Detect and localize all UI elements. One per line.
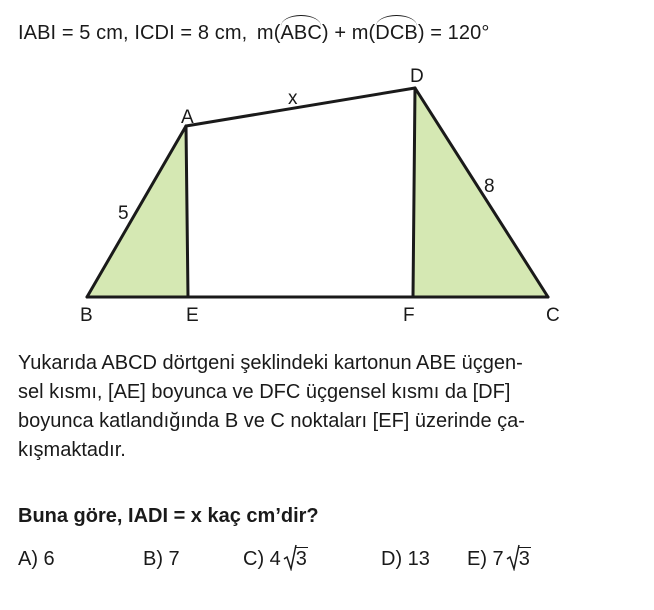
- choice-e[interactable]: [467, 548, 531, 571]
- choice-d[interactable]: [381, 548, 430, 571]
- given-sum: = 120°: [430, 22, 490, 44]
- label-f: F: [403, 305, 415, 326]
- choice-a[interactable]: [18, 548, 55, 571]
- sqrt-sign-2: [506, 548, 531, 571]
- given-line: IABI = 5 cm, ICDI = 8 cm, m(ABC) + m(DCB) = 120°: [18, 22, 490, 44]
- problem-text: Yukarıda ABCD dörtgeni şeklindeki kartonun ABE üçgen- sel kısmı, [AE] boyunca ve DFC üçgensel kısmı da [DF] boyunca katlandığında B ve C noktaları [EF] üzerinde ça- kışmaktadır.: [18, 352, 525, 461]
- label-d: D: [410, 66, 424, 87]
- label-e: E: [186, 305, 199, 326]
- choice-e-label: E) 7: [467, 548, 504, 570]
- label-a: A: [181, 107, 194, 128]
- label-c: C: [546, 305, 560, 326]
- label-b: B: [80, 305, 93, 326]
- angle-abc: ABC: [280, 22, 322, 44]
- choice-b-label: B) 7: [143, 548, 180, 570]
- length-ab: 5: [118, 203, 129, 224]
- segment-ad: [186, 88, 415, 126]
- sqrt-sign: [283, 548, 308, 571]
- choice-a-label: A) 6: [18, 548, 55, 570]
- measure-symbol-2: m: [351, 22, 369, 44]
- plus-sign: +: [334, 22, 347, 44]
- choice-b[interactable]: [143, 548, 180, 571]
- length-cd: 8: [484, 176, 495, 197]
- choice-c-label: C) 4: [243, 548, 281, 570]
- given-cd: ICDI = 8 cm,: [134, 22, 248, 44]
- length-ad: x: [288, 88, 298, 109]
- choice-d-label: D) 13: [381, 548, 430, 570]
- measure-symbol: m: [256, 22, 274, 44]
- segment-df: [413, 88, 415, 297]
- angle-dcb: DCB: [375, 22, 418, 44]
- given-ab: IABI = 5 cm,: [18, 22, 129, 44]
- question-text: Buna göre, IADI = x kaç cm’dir?: [18, 505, 319, 527]
- choice-c[interactable]: [243, 548, 308, 571]
- segment-ae: [186, 126, 188, 297]
- choice-c-radicand: 3: [295, 548, 307, 570]
- choice-e-radicand: 3: [518, 548, 530, 570]
